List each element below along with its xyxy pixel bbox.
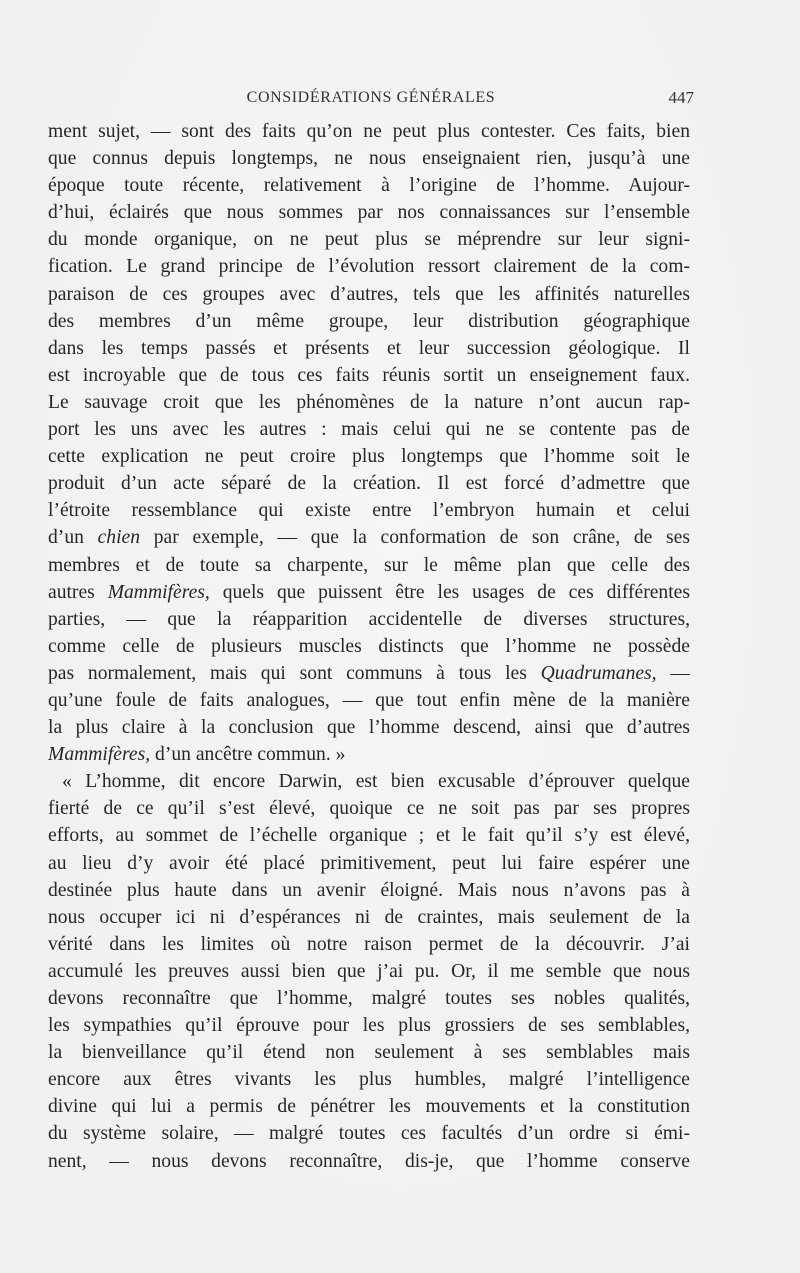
italic-term: Quadrumanes,: [540, 662, 657, 684]
text-line: [48, 579, 690, 606]
italic-term: Mammifères,: [48, 744, 151, 766]
text-line: devons reconnaître que l’homme, malgré toutes ses nobles qualités,: [48, 988, 690, 1009]
text-line: la plus claire à la conclusion que l’homme descend, ainsi que d’autres: [48, 717, 690, 739]
text-line: cette explication ne peut croire plus longtemps que l’homme soit le: [48, 446, 690, 468]
text-line: d’hui, éclairés que nous sommes par nos connaissances sur l’ensemble: [48, 202, 690, 224]
text-line: membres et de toute sa charpente, sur le même plan que celle des: [48, 554, 690, 576]
text-line: du système solaire, — malgré toutes ces facultés d’un ordre si émi-: [48, 1123, 690, 1145]
text-line: produit d’un acte séparé de la création. Il est forcé d’admettre que: [48, 473, 690, 495]
text-line: Le sauvage croit que les phénomènes de la nature n’ont aucun rap-: [48, 391, 690, 413]
text-line: [48, 660, 690, 687]
text-line: nent, — nous devons reconnaître, dis-je, que l’homme conserve: [48, 1150, 690, 1172]
page-header: [48, 86, 694, 110]
text-segment: d’un ancêtre commun. »: [150, 744, 346, 766]
text-line: [48, 524, 690, 551]
text-line: l’étroite ressemblance qui existe entre l’embryon humain et celui: [48, 500, 690, 522]
page-number: 447: [668, 88, 694, 107]
text-line: la bienveillance qu’il étend non seulement à ses semblables mais: [48, 1042, 690, 1064]
text-line: du monde organique, on ne peut plus se méprendre sur leur signi-: [48, 229, 690, 251]
text-line: paraison de ces groupes avec d’autres, tels que les affinités naturelles: [48, 283, 690, 305]
text-line: accumulé les preuves aussi bien que j’ai pu. Or, il me semble que nous: [48, 960, 690, 982]
body-text: [48, 118, 690, 1175]
text-line: destinée plus haute dans un avenir éloigné. Mais nous n’avons pas à: [48, 879, 690, 901]
text-segment: autres: [48, 581, 108, 603]
text-line: les sympathies qu’il éprouve pour les plus grossiers de ses semblables,: [48, 1015, 690, 1037]
text-line: efforts, au sommet de l’échelle organique ; et le fait qu’il s’y est élevé,: [48, 825, 690, 847]
text-line: dans les temps passés et présents et leur succession géologique. Il: [48, 337, 690, 359]
italic-term: chien: [97, 527, 141, 549]
text-line: nous occuper ici ni d’espérances ni de craintes, mais seulement de la: [48, 906, 690, 928]
text-segment: —: [656, 662, 690, 684]
text-line: qu’une foule de faits analogues, — que tout enfin mène de la manière: [48, 689, 690, 711]
text-line: des membres d’un même groupe, leur distribution géographique: [48, 310, 690, 332]
text-segment: d’un: [48, 527, 98, 549]
text-line: ment sujet, — sont des faits qu’on ne peut plus contester. Ces faits, bien: [48, 121, 690, 142]
text-segment: par exemple, — que la conformation de son crâne, de ses: [140, 527, 690, 549]
text-line: est incroyable que de tous ces faits réunis sortit un enseignement faux.: [48, 364, 690, 386]
running-title: CONSIDÉRATIONS GÉNÉRALES: [246, 89, 496, 106]
italic-term: Mammifères,: [107, 581, 210, 603]
text-line: « L’homme, dit encore Darwin, est bien excusable d’éprouver quelque: [62, 771, 690, 793]
text-segment: quels que puissent être les usages de ces différentes: [209, 581, 690, 603]
text-line: époque toute récente, relativement à l’origine de l’homme. Aujour-: [48, 175, 690, 197]
text-line: fierté de ce qu’il s’est élevé, quoique ce ne soit pas par ses propres: [48, 798, 690, 820]
text-line: que connus depuis longtemps, ne nous enseignaient rien, jusqu’à une: [48, 148, 690, 170]
text-line: [48, 741, 690, 768]
text-line: comme celle de plusieurs muscles distincts que l’homme ne possède: [48, 635, 690, 657]
text-line: port les uns avec les autres : mais celui qui ne se contente pas de: [48, 419, 690, 441]
text-line: encore aux êtres vivants les plus humbles, malgré l’intelligence: [48, 1069, 690, 1091]
text-line: fication. Le grand principe de l’évolution ressort clairement de la com-: [48, 256, 690, 278]
text-line: au lieu d’y avoir été placé primitivement, peut lui faire espérer une: [48, 852, 690, 874]
text-line: divine qui lui a permis de pénétrer les mouvements et la constitution: [48, 1096, 690, 1118]
text-segment: pas normalement, mais qui sont communs à tous les: [48, 662, 541, 684]
text-line: vérité dans les limites où notre raison permet de la découvrir. J’ai: [48, 933, 690, 955]
text-line: parties, — que la réapparition accidentelle de diverses structures,: [48, 608, 690, 630]
